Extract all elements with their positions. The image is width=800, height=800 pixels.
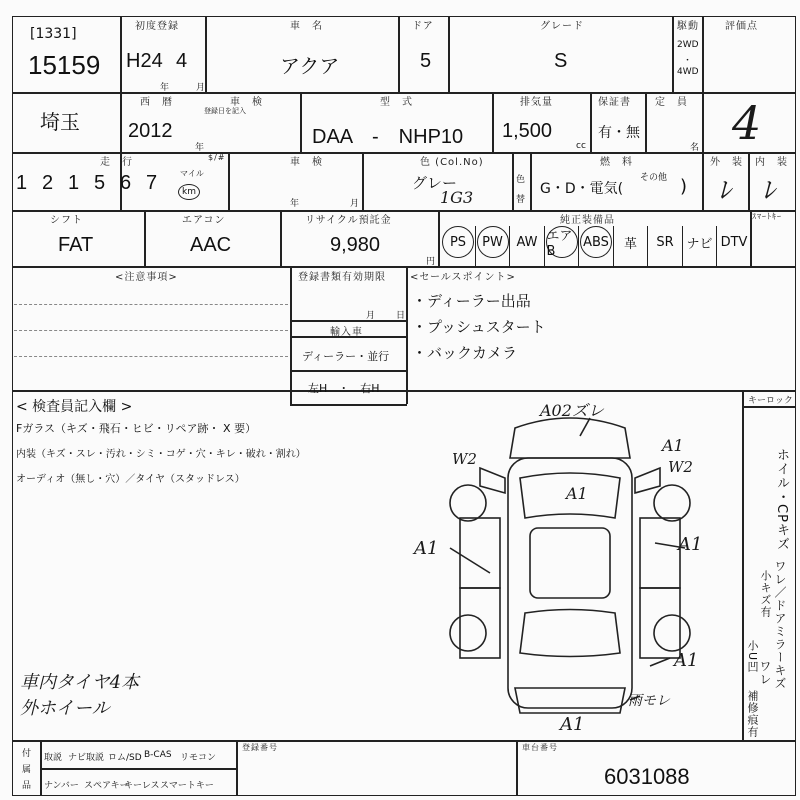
warranty: 有・無 [598,125,640,141]
selling-point: ・プッシュスタート [412,318,546,336]
mark-right-rear: A1 [674,650,699,671]
included-item: スペアキー [84,781,129,791]
inspect-header: 車 検 [290,157,323,168]
side-note-5: 小U凹 [746,640,759,674]
keylock-header: キーロック [748,396,793,406]
included-item: ロム/SD [108,753,142,763]
side-note-3: ワレ [758,660,772,686]
color-header: 色 (Col.No) [420,157,484,168]
wheel-rear-right [654,615,690,651]
equipment-header: 純正装備品 [560,215,615,226]
mile-label: マイル [180,169,204,178]
fuel: G・D・電気( [540,181,624,197]
equipment-item: PW [477,226,509,258]
mileage-digit: 1 [16,172,28,194]
color-change-top: 色 [516,175,526,185]
inspector-line-2: 内装（キズ・スレ・汚れ・シミ・コゲ・穴・キレ・破れ・割れ） [16,449,306,460]
year-unit: 年 [160,83,170,93]
equipment-item: 革 [623,236,637,252]
selling-point: ・バックカメラ [412,344,518,362]
fuel-other: その他 [640,173,668,183]
valid-month: 月 [366,311,376,321]
ac-type: AAC [190,234,232,256]
wheel-front-left [450,485,486,521]
mark-left-door: A1 [414,538,439,559]
month-unit: 月 [196,83,206,93]
side-note-1: ホイル・CPキズ [774,448,789,551]
displacement: 1,500 [502,120,553,142]
region: 埼玉 [40,112,80,134]
chassis-header: 車台番号 [522,743,558,752]
shift-header: シフト [50,215,83,226]
equipment-item: ABS [580,226,612,258]
reg-number-header: 登録番号 [242,743,278,752]
wheel-rear-left [450,615,486,651]
smartkey-header: ｽﾏｰﾄｷｰ [752,212,782,221]
interior: ﾚ [762,176,776,206]
equipment-item: エアB [546,226,578,258]
capacity-header: 定 員 [655,97,688,108]
left-rear-door [460,588,500,658]
ac-header: $/# [208,153,226,162]
model-header: 車 名 [290,21,323,32]
wheel-front-right [654,485,690,521]
recycle-header: リサイクル預託金 [305,215,392,226]
front-bumper [510,418,630,458]
included-item: ナビ取説 [68,753,105,763]
drive-2wd: 2WD [677,40,699,50]
chassis-number: 6031088 [604,764,690,789]
mark-roof: A1 [566,484,588,503]
model-name: アクア [280,56,340,78]
included-item: キーレス [124,781,160,791]
equipment-item: SR [656,234,674,250]
inspect-month-unit: 月 [350,199,360,209]
valid-header: 登録書類有効期限 [298,272,386,283]
recycle-fee: 9,980 [330,234,381,256]
grade: S [554,50,568,72]
inspection-note: 登録日を記入 [204,107,246,115]
inspector-line-1: Fガラス（キズ・飛石・ヒビ・リペア跡・ X 要） [16,422,257,435]
included-item: スマートキー [160,781,214,791]
drive-dot: ・ [683,56,693,66]
equipment-item: PS [442,226,474,258]
equipment-item: AW [516,234,538,250]
western-unit: 年 [195,143,205,153]
selling-points [412,288,546,366]
fuel-close: ) [680,176,688,197]
handle-side: 左H ・ 右H [308,382,380,395]
grade-header: グレード [540,21,584,32]
mileage-digit: 6 [120,172,132,194]
caution-header: <注意事項> [115,272,178,283]
mark-top: A02ズレ [540,401,604,420]
cc-unit: cc [576,141,586,151]
right-rear-door [640,588,680,658]
type: DAA - NHP10 [312,126,464,148]
drive-header: 駆動 [677,21,699,32]
reg-month: 4 [176,50,188,72]
inspector-line-3: オーディオ（無し・穴）／タイヤ（スタッドレス） [16,474,245,485]
km-unit: km [178,184,200,200]
yen-unit: 円 [426,257,436,267]
side-note-6: 補修痕有 [746,690,759,738]
right-mirror [635,468,660,493]
door-header: ドア [412,21,434,32]
selling-header: <セールスポイント> [410,272,516,283]
mileage-digit: 2 [42,172,54,194]
color-change-bottom: 替 [516,195,526,205]
inspector-title: < 検査員記入欄 > [16,399,133,415]
mileage-header: 走 行 [100,157,133,168]
shift: FAT [58,234,94,256]
included-item: リモコン [180,753,217,763]
western-header: 西 暦 [140,97,173,108]
mileage-digit: 1 [68,172,80,194]
ac-type-header: エアコン [182,215,226,226]
valid-day: 日 [396,311,406,321]
drive-4wd: 4WD [677,67,699,77]
mark-rain: 雨モレ [628,693,670,709]
inspect-year-unit: 年 [290,199,300,209]
color: グレー [412,174,458,192]
type-header: 型 式 [380,97,413,108]
mark-right-door: A1 [678,534,703,555]
handwritten-note-1: 車内タイヤ4本 [20,672,140,693]
included-item: ナンバー [44,781,79,791]
exterior: ﾚ [718,176,732,206]
mileage-digit: 5 [94,172,106,194]
left-mirror [480,468,505,493]
mileage-digit: 7 [146,172,158,194]
exterior-header: 外 装 [710,157,743,168]
capacity-unit: 名 [690,143,700,153]
included-item: 取説 [44,753,63,763]
inspection-header: 車 検 [230,97,263,108]
door-count: 5 [420,50,432,72]
import-header: 輸入車 [330,327,363,338]
mark-left-mirror: W2 [452,450,477,468]
equipment-item: DTV [720,234,748,250]
warranty-header: 保証書 [598,97,631,108]
mark-right-top: A1 [662,436,684,455]
western-year: 2012 [128,120,173,142]
interior-header: 内 装 [755,157,788,168]
score: 4 [732,96,762,150]
inc-label-2: 属 [22,765,32,775]
color-code: 1G3 [440,188,474,207]
lot-label: [1331] [30,26,77,42]
displacement-header: 排気量 [520,97,553,108]
right-front-door [640,518,680,588]
left-front-door [460,518,500,588]
side-note-2: ワレ／ドアミラーキズ [773,560,787,690]
inc-label-1: 付 [22,749,32,759]
rear-bumper [515,688,625,713]
side-note-4: 小キズ有 [759,570,772,618]
equipment-item: ナビ [686,236,713,252]
reg-year-header: 初度登録 [135,21,179,32]
mark-bottom: A1 [560,714,585,735]
included-item: B-CAS [144,750,172,760]
handwritten-note-2: 外ホイール [20,698,110,719]
import-value: ディーラー・並行 [302,350,390,363]
inc-label-3: 品 [22,781,32,791]
mark-right-mirror: W2 [668,458,693,476]
score-header: 評価点 [725,21,758,32]
roof [530,528,610,598]
rear-window [520,610,620,657]
selling-point: ・ディーラー出品 [412,292,531,310]
fuel-header: 燃 料 [600,157,633,168]
lot-number: 15159 [28,50,101,80]
reg-year: H24 [126,50,163,72]
